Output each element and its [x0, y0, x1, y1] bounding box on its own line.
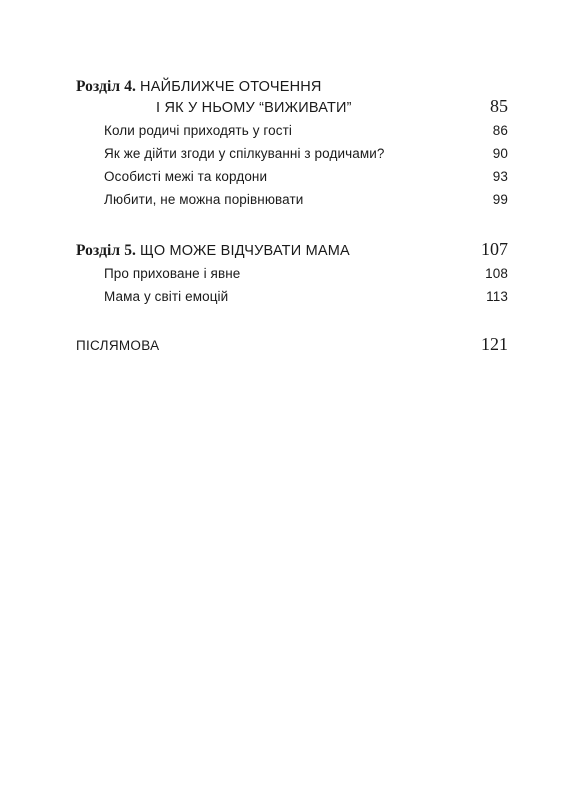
- section-page-number: 113: [486, 289, 508, 304]
- afterword-heading: [76, 334, 508, 355]
- chapter-4-sections: [76, 123, 508, 215]
- section-title: Мама у світі емоцій: [104, 289, 229, 304]
- toc-section-row: [76, 266, 508, 289]
- section-page-number: 90: [492, 146, 508, 161]
- toc-section-row: [76, 289, 508, 312]
- chapter-5-title: ЩО МОЖЕ ВІДЧУВАТИ МАМА: [140, 243, 350, 259]
- section-title: Як же дійти згоди у спілкуванні з родичами?: [104, 146, 385, 161]
- section-page-number: 93: [492, 169, 508, 184]
- section-page-number: 108: [485, 266, 508, 281]
- section-page-number: 99: [492, 192, 508, 207]
- chapter-4-heading-text: [76, 78, 322, 96]
- section-title: Про приховане і явне: [104, 266, 241, 281]
- chapter-5-sections: [76, 266, 508, 312]
- chapter-4-prefix: Розділ 4.: [76, 78, 137, 95]
- afterword-page-number: 121: [481, 334, 508, 354]
- toc-section-row: [76, 169, 508, 192]
- section-page-number: 86: [492, 123, 508, 138]
- toc-section-row: [76, 146, 508, 169]
- section-title: Любити, не можна порівнювати: [104, 192, 304, 207]
- chapter-5-page-number: 107: [481, 239, 508, 259]
- chapter-4: [76, 78, 508, 215]
- toc-section-row: [76, 123, 508, 146]
- afterword-entry: [76, 334, 508, 355]
- chapter-5: [76, 239, 508, 312]
- chapter-5-prefix: Розділ 5.: [76, 242, 137, 259]
- chapter-4-title-line2: І ЯК У НЬОМУ “ВИЖИВАТИ”: [156, 100, 352, 116]
- section-title: Коли родичі приходять у гості: [104, 123, 292, 138]
- table-of-contents: [76, 78, 508, 355]
- chapter-5-heading: [76, 239, 508, 260]
- chapter-4-heading-line2: [76, 96, 508, 117]
- section-title: Особисті межі та кордони: [104, 169, 268, 184]
- afterword-title: ПІСЛЯМОВА: [76, 338, 160, 353]
- toc-section-row: [76, 192, 508, 215]
- chapter-4-page-number: 85: [490, 96, 508, 116]
- chapter-5-heading-text: [76, 242, 350, 260]
- chapter-4-heading-line1: [76, 78, 508, 96]
- chapter-4-title-line1: НАЙБЛИЖЧЕ ОТОЧЕННЯ: [140, 79, 322, 95]
